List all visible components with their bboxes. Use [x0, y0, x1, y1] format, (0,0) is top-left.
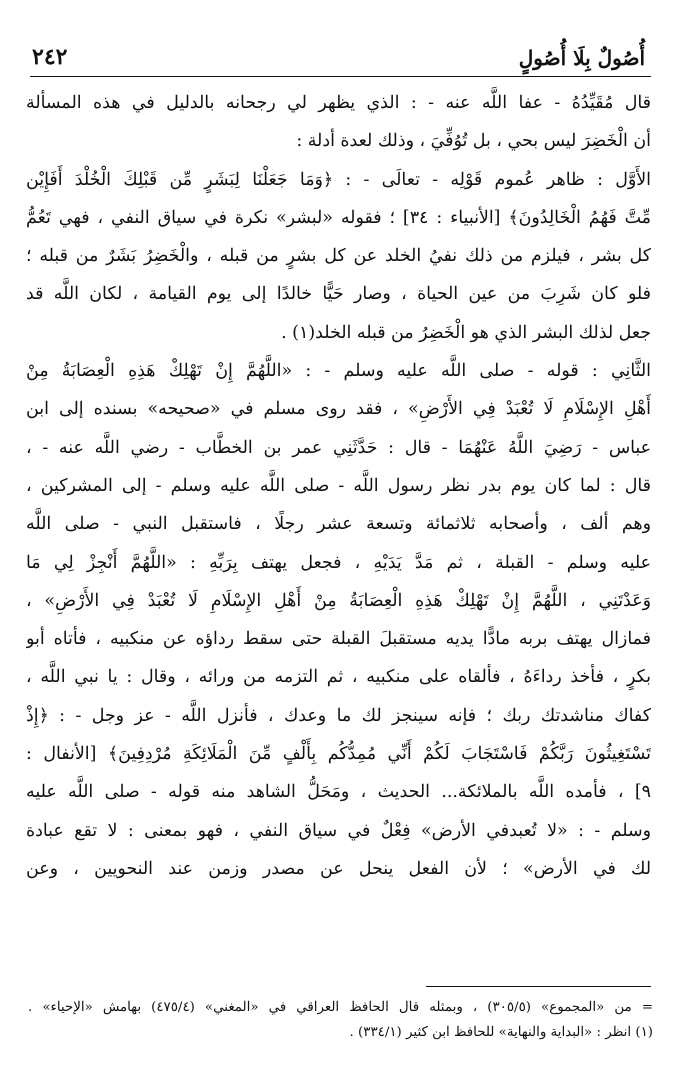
footnotes — [28, 995, 653, 1045]
text-line: الأَوَّل : ظاهر عُموم قَوْلِه - تعالَى - : ﴿وَمَا جَعَلْنَا لِبَشَرٍ مِّن قَبْلِكَ الْخُلْدَ أَفَإِيْن — [26, 169, 651, 190]
text-line: كل بشر ، فيلزم من ذلك نفيُ الخلد عن كل بشرٍ من قبله ، والْخَضِرُ بَشَرٌ من قبله ؛ — [26, 246, 651, 267]
text-line: وسلم - : «لا تُعبدفي الأرض» فِعْلٌ في سياق النفي ، فهو بمعنى : لا تقع عبادة — [26, 820, 651, 841]
text-line: أَهْلِ الإِسْلَامِ لَا تُعْبَدْ فِي الأَرْضِ» ، فقد روى مسلم في «صحيحه» بسنده إلى ابن — [26, 399, 651, 420]
text-line: لك في الأرض» ؛ لأن الفعل ينحل عن مصدر وزمن عند النحويين ، وعن — [26, 858, 651, 879]
page-number: ٢٤٢ — [32, 44, 68, 70]
text-line: وَعَدْتَنِي ، اللَّهُمَّ إِنْ تَهْلِكْ هَذِهِ الْعِصَابَةُ مِنْ أَهْلِ الإِسْلَامِ لَا تُعْبَدْ فِي الأَرْضِ» ، — [26, 590, 651, 611]
footnote-line: (١) انظر : «البداية والنهاية» للحافظ ابن كثير (٣٣٤/١) . — [349, 1025, 653, 1040]
text-line: قال : لما كان يوم بدر نظر رسول اللَّه - صلى اللَّه عليه وسلم - إلى المشركين ، — [26, 475, 651, 496]
text-line: عليه وسلم - القبلة ، ثم مَدَّ يَدَيْهِ ، فجعل يهتف بِرَبِّهِ : «اللَّهُمَّ أَنْجِزْ لِي مَا — [26, 552, 651, 573]
page-header — [32, 36, 645, 70]
footnote-line: = من «المجموع» (٣٠٥/٥) ، وبمثله قال الحافظ العراقي في «المغني» (٤٧٥/٤) بهامش «الإحياء» . — [28, 1000, 653, 1015]
text-line: جعل لذلك البشر الذي هو الْخَضِرُ من قبله الخلد(١) . — [281, 322, 651, 343]
text-line: تَسْتَغِيثُونَ رَبَّكُمْ فَاسْتَجَابَ لَكُمْ أَنِّي مُمِدُّكُم بِأَلْفٍ مِّنَ الْمَلَائِكَةِ مُرْدِفِينَ﴾ [الأنفال : — [26, 744, 651, 765]
body-text — [26, 84, 651, 888]
running-title: أُصُولٌ بِلَا أُصُولٍ — [518, 46, 645, 70]
text-line: فلو كان شَرِبَ من عين الحياة ، وصار حَيًّا خالدًا إلى يوم القيامة ، لكان اللَّه قد — [26, 284, 651, 305]
text-line: قال مُقَيِّدُهُ - عفا اللَّه عنه - : الذي يظهر لي رجحانه بالدليل في هذه المسألة — [26, 93, 651, 113]
header-rule — [30, 76, 651, 77]
text-line: فمازال يهتف بربه مادًّا يديه مستقبلَ القبلة حتى سقط رداؤه عن منكبيه ، فأتاه أبو — [26, 629, 651, 650]
text-line: كفاك مناشدتك ربك ؛ فإنه سينجز لك ما وعدك ، فأنزل اللَّه - عز وجل - : ﴿إِذْ — [26, 705, 651, 726]
text-line: ٩] ، فأمده اللَّه بالملائكة... الحديث ، ومَحَلُّ الشاهد منه قوله - صلى اللَّه عليه — [26, 782, 651, 803]
text-line: مِّتَّ فَهُمُ الْخَالِدُونَ﴾ [الأنبياء : ٣٤] ؛ فقوله «لبشر» نكرة في سياق النفي ، فهي تَعُمُّ — [26, 207, 651, 228]
text-line: الثَّانِي : قوله - صلى اللَّه عليه وسلم - : «اللَّهُمَّ إِنْ تَهْلِكْ هَذِهِ الْعِصَابَةُ مِنْ — [26, 361, 651, 382]
text-line: عباس - رَضِيَ اللَّهُ عَنْهُمَا - قال : حَدَّثَنِي عمر بن الخطَّاب - رضي اللَّه عنه - ، — [26, 437, 651, 458]
text-line: وهم ألف ، وأصحابه ثلاثمائة وتسعة عشر رجلًا ، فاستقبل النبي - صلى اللَّه — [26, 514, 651, 535]
footnote-rule — [426, 986, 651, 987]
text-line: أن الْخَضِرَ ليس بحي ، بل تُوُفِّيَ ، وذلك لعدة أدلة : — [296, 131, 651, 152]
text-line: بكرٍ ، فأخذ رداءَهُ ، فألقاه على منكبيه ، ثم التزمه من ورائه ، وقال : يا نبي اللَّه ، — [26, 667, 651, 688]
